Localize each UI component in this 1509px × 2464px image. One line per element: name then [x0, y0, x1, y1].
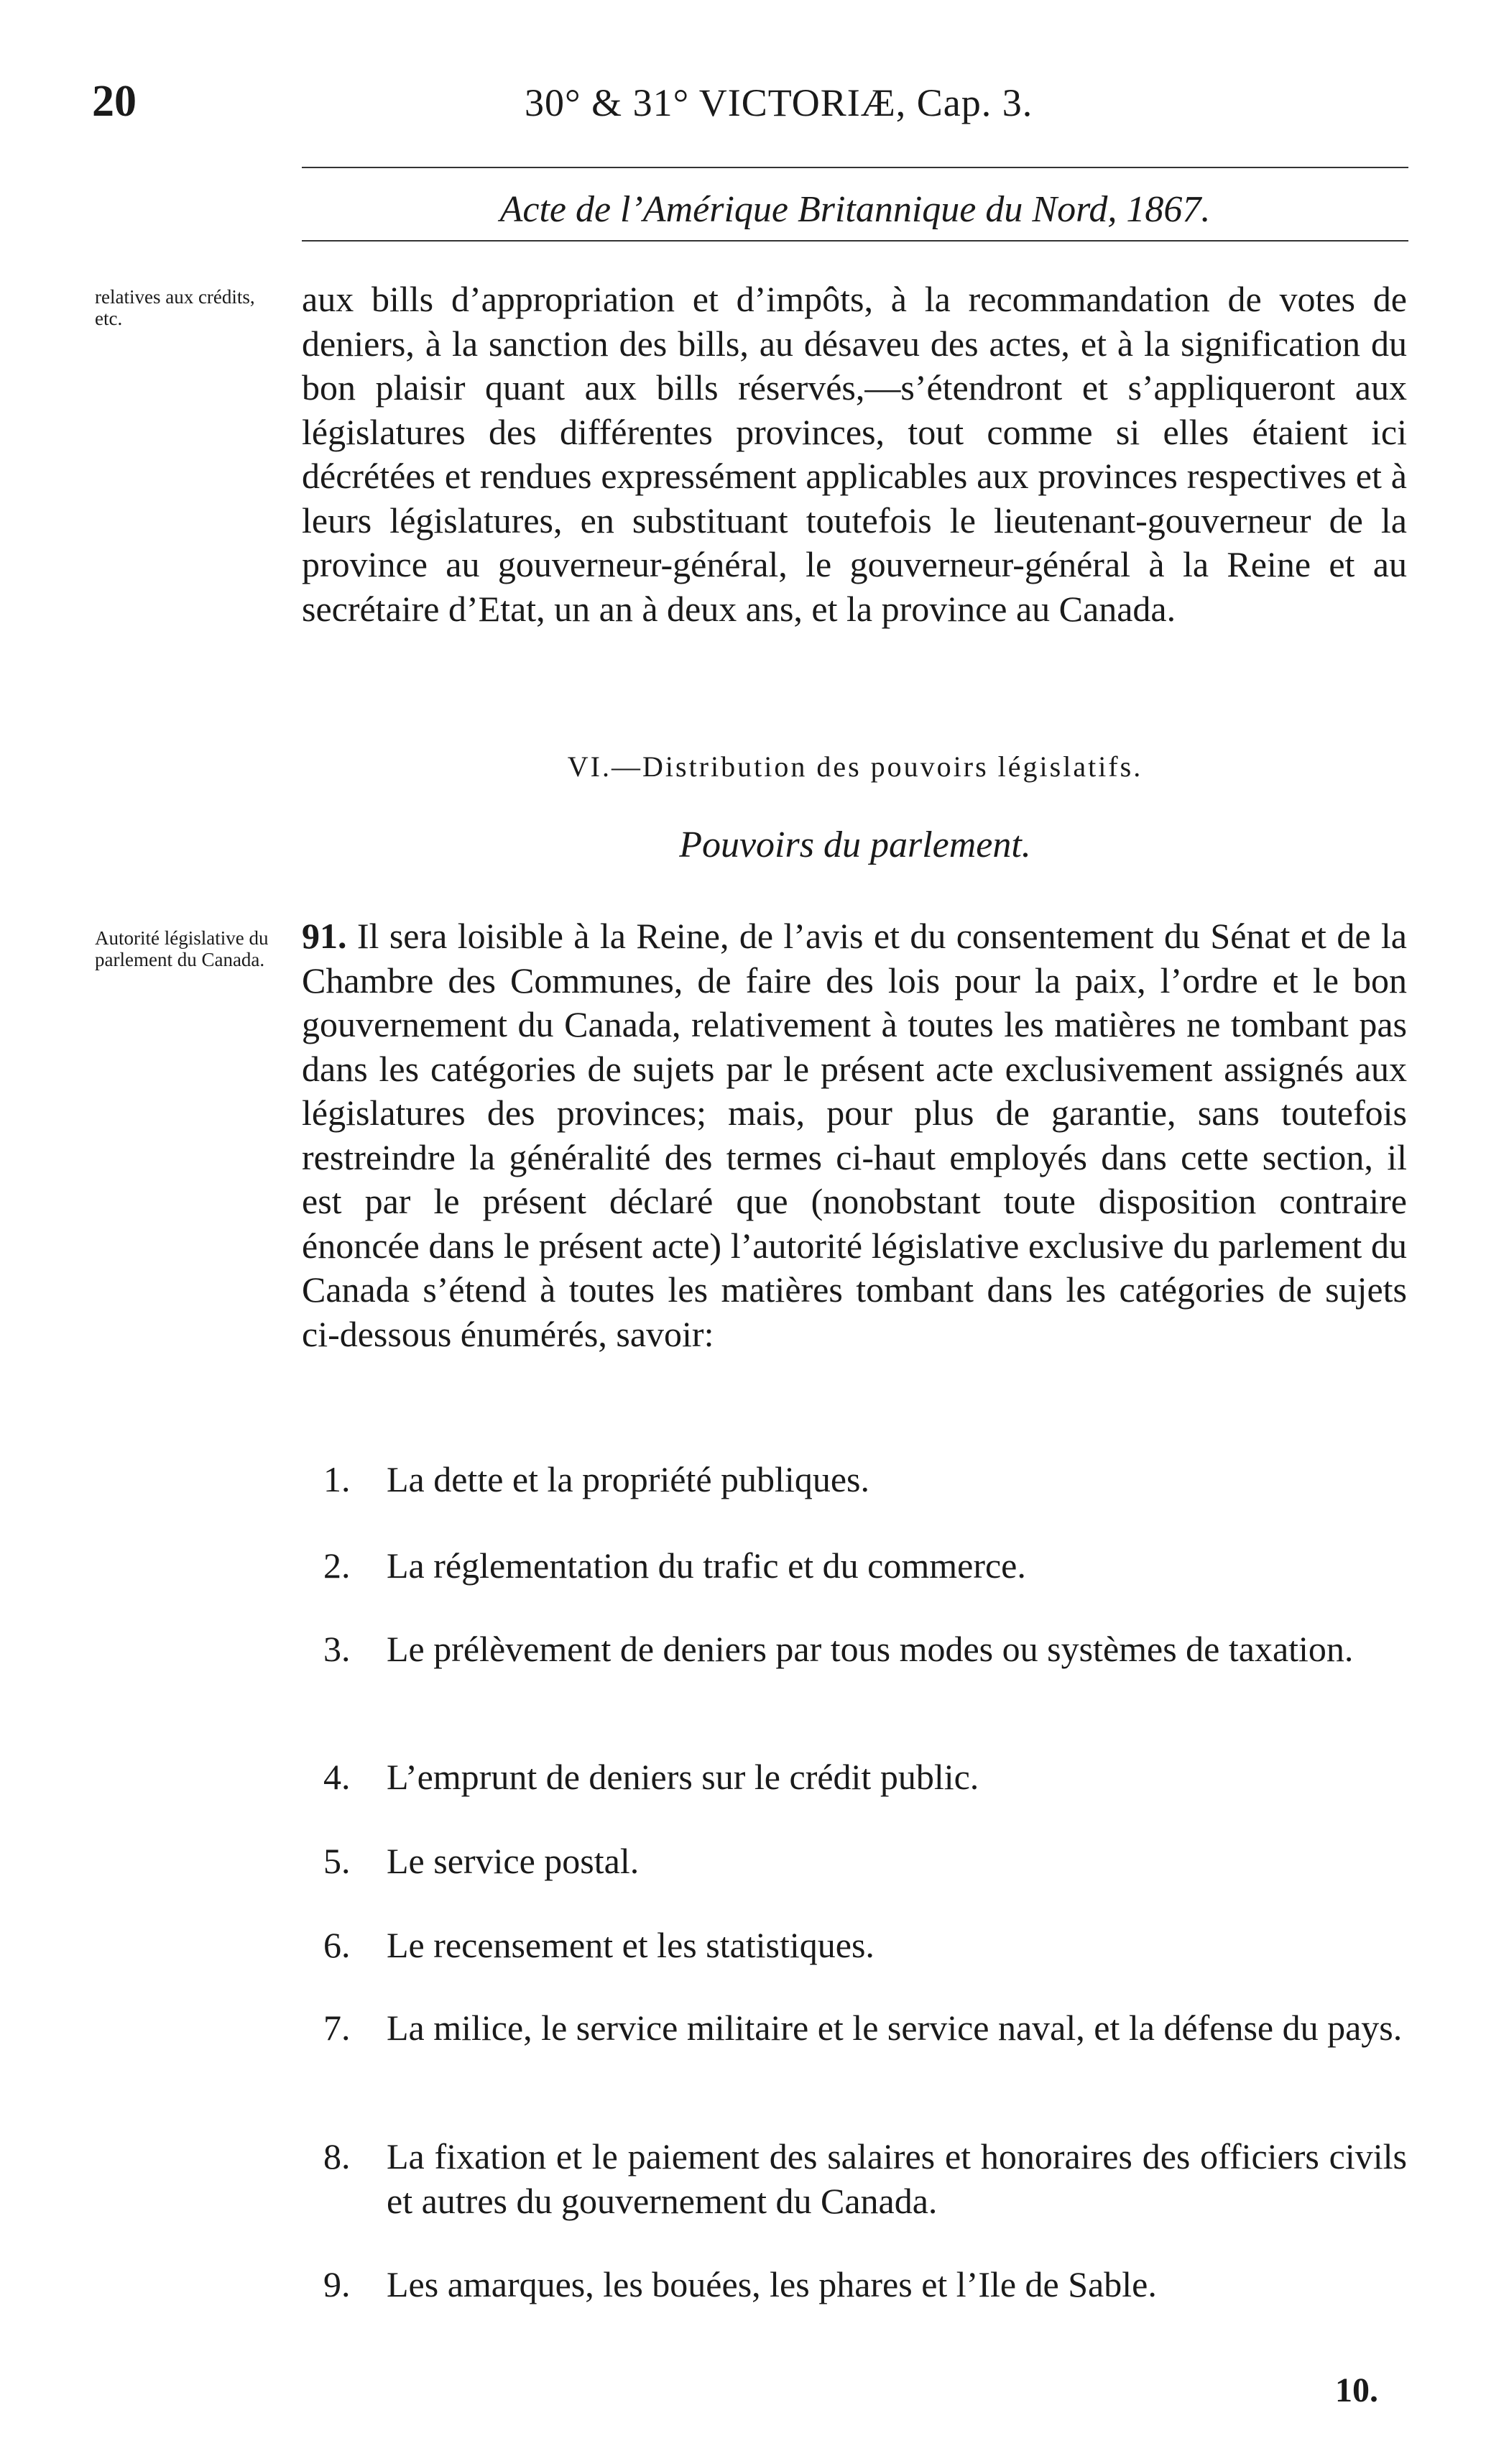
item-text: La dette et la propriété publiques. [387, 1459, 869, 1499]
item-text: La réglementation du trafic et du commerce. [387, 1545, 1026, 1586]
item-text: La fixation et le paiement des salaires et honoraires des officiers civils et autres du gouvernement du Canada. [387, 2136, 1407, 2221]
list-item [323, 2135, 1407, 2223]
item-number: 9. [323, 2264, 351, 2304]
section-heading: VI.—Distribution des pouvoirs législatifs. [567, 750, 1143, 783]
subheading: Pouvoirs du parlement. [679, 824, 1031, 865]
section-91 [302, 914, 1407, 1356]
running-title: 30° & 31° VICTORIÆ, Cap. 3. [525, 81, 1033, 124]
paragraph-continuation: aux bills d’appropriation et d’impôts, à la recommandation de votes de deniers, à la sanction des bills, au désaveu des actes, et à la signification du bon plaisir quant aux bills réservés,—s’étendront et s’appliqueront aux législatures des différentes provinces, tout comme si elles étaient ici décrétées et rendues expressément applicables aux provinces respectives et à leurs législatures, en substituant toutefois le lieutenant-gouverneur de la province au gouverneur-général, le gouverneur-général à la Reine et au secrétaire d’Etat, un an à deux ans, et la province au Canada. [302, 279, 1407, 629]
item-text: Le service postal. [387, 1841, 640, 1881]
item-number: 3. [323, 1629, 351, 1669]
item-number: 5. [323, 1841, 351, 1881]
list-item [323, 1627, 1407, 1672]
item-number: 4. [323, 1757, 351, 1797]
item-number: 1. [323, 1459, 351, 1499]
list-item [323, 2263, 1407, 2307]
item-text: La milice, le service militaire et le service naval, et la défense du pays. [387, 2008, 1403, 2048]
list-item [323, 1839, 1407, 1884]
list-item [323, 1458, 1407, 1502]
section-number: 91. [302, 916, 347, 956]
item-number: 2. [323, 1545, 351, 1586]
list-item [323, 1755, 1407, 1800]
list-item [323, 1544, 1407, 1589]
section-91-text: Il sera loisible à la Reine, de l’avis et du consentement du Sénat et de la Chambre des Communes, de faire des lois pour la paix, l’ordre et le bon gouvernement du Canada, relativement à toutes les matières ne tombant pas dans les catégories de sujets par le présent acte exclusivement assignés aux législatures des provinces; mais, pour plus de garantie, sans toutefois restreindre la généralité des termes ci-haut employés dans cette section, il est par le présent déclaré que (nonobstant toute disposition contraire énoncée dans le présent acte) l’autorité législative exclusive du parlement du Canada s’étend à toutes les matières tombant dans les catégories de sujets ci-dessous énumérés, savoir: [302, 916, 1407, 1354]
act-title: Acte de l’Amérique Britannique du Nord, 1867. [499, 189, 1211, 230]
page-number: 20 [92, 77, 137, 126]
margin-note-credits: relatives aux crédits, etc. [95, 286, 255, 329]
item-text: Les amarques, les bouées, les phares et l’Ile de Sable. [387, 2264, 1157, 2304]
margin-note-authority: Autorité législative du parlement du Canada. [95, 927, 269, 970]
item-number: 8. [323, 2136, 351, 2176]
list-item [323, 1923, 1407, 1968]
catchword: 10. [1335, 2371, 1378, 2409]
item-number: 6. [323, 1925, 351, 1965]
list-item [323, 2006, 1407, 2051]
header-rule-bottom [302, 240, 1408, 242]
item-text: Le recensement et les statistiques. [387, 1925, 875, 1965]
header-rule-top [302, 167, 1408, 168]
item-text: L’emprunt de deniers sur le crédit public. [387, 1757, 979, 1797]
item-number: 7. [323, 2008, 351, 2048]
item-text: Le prélèvement de deniers par tous modes ou systèmes de taxation. [387, 1629, 1354, 1669]
